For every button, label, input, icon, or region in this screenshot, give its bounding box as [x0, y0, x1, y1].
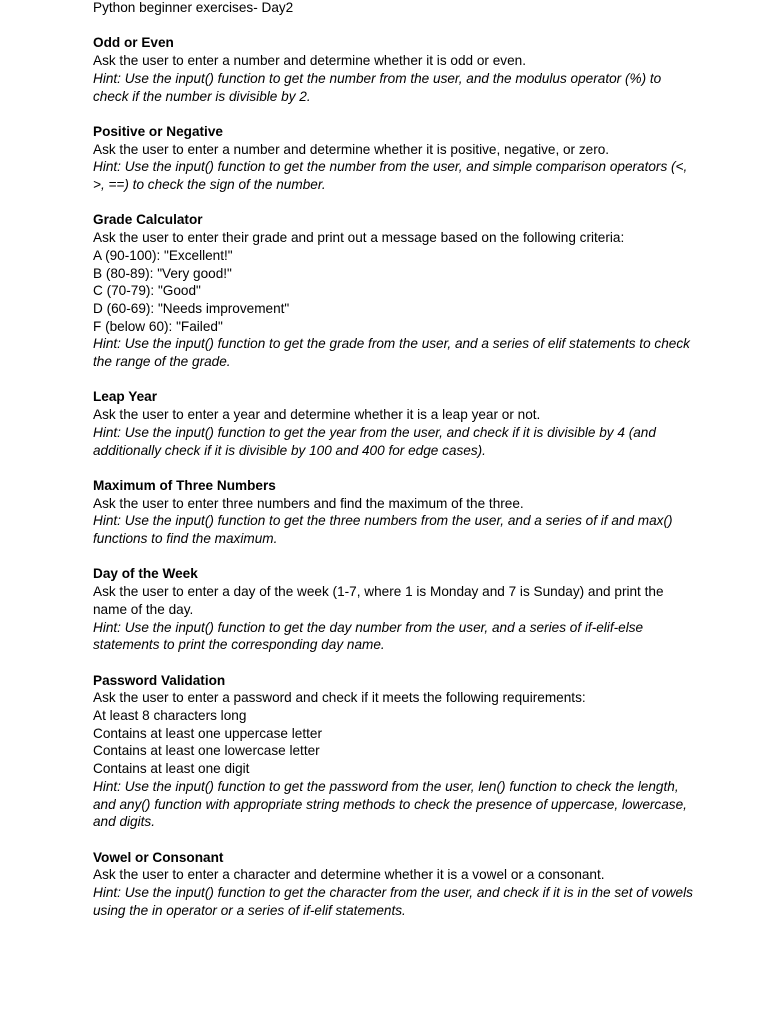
- requirement-line: At least 8 characters long: [93, 708, 247, 724]
- criteria-line: B (80-89): "Very good!": [93, 265, 232, 281]
- exercise-title: Maximum of Three Numbers: [93, 477, 276, 493]
- exercise-section: [93, 211, 693, 370]
- exercise-section: [93, 123, 693, 194]
- exercise-title: Vowel or Consonant: [93, 849, 224, 865]
- exercise-title: Leap Year: [93, 389, 157, 405]
- exercise-hint: Hint: Use the input() function to get the grade from the user, and a series of elif statements to check the range of the grade.: [93, 336, 690, 370]
- requirement-line: Contains at least one uppercase letter: [93, 725, 322, 741]
- exercise-text-line: Ask the user to enter a number and determine whether it is odd or even.: [93, 53, 526, 69]
- exercise-title: Odd or Even: [93, 35, 174, 51]
- requirement-line: Contains at least one digit: [93, 761, 250, 777]
- exercise-section: [93, 672, 693, 831]
- exercise-text-line: Ask the user to enter three numbers and find the maximum of the three.: [93, 495, 524, 511]
- exercise-section: [93, 388, 693, 459]
- exercise-title: Day of the Week: [93, 566, 198, 582]
- exercise-hint: Hint: Use the input() function to get the year from the user, and check if it is divisible by 4 (and additionally check if it is divisible by 100 and 400 for edge cases).: [93, 424, 656, 458]
- exercise-title: Password Validation: [93, 672, 226, 688]
- exercise-hint: Hint: Use the input() function to get the password from the user, len() function to check the length, and any() function with appropriate string methods to check the presence of uppercase, lowercase, and digits.: [93, 778, 687, 830]
- exercise-section: [93, 565, 693, 654]
- exercise-text-line: Ask the user to enter a password and check if it meets the following requirements:: [93, 690, 586, 706]
- criteria-line: C (70-79): "Good": [93, 283, 201, 299]
- exercise-text-line: Ask the user to enter a day of the week (1-7, where 1 is Monday and 7 is Sunday) and print the name of the day.: [93, 584, 664, 617]
- criteria-line: A (90-100): "Excellent!": [93, 247, 233, 263]
- requirement-line: Contains at least one lowercase letter: [93, 743, 320, 759]
- exercise-title: Positive or Negative: [93, 123, 223, 139]
- exercise-text-line: Ask the user to enter a character and determine whether it is a vowel or a consonant.: [93, 867, 605, 883]
- exercise-hint: Hint: Use the input() function to get the day number from the user, and a series of if-elif-else statements to print the corresponding day name.: [93, 619, 644, 653]
- exercise-text-line: Ask the user to enter their grade and print out a message based on the following criteria:: [93, 230, 625, 246]
- criteria-line: D (60-69): "Needs improvement": [93, 300, 290, 316]
- exercise-hint: Hint: Use the input() function to get the character from the user, and check if it is in the set of vowels using the in operator or a series of if-elif statements.: [93, 885, 693, 918]
- exercise-text-line: Ask the user to enter a year and determine whether it is a leap year or not.: [93, 407, 541, 423]
- exercise-title: Grade Calculator: [93, 212, 203, 228]
- criteria-line: F (below 60): "Failed": [93, 318, 223, 334]
- exercise-text-line: Ask the user to enter a number and determine whether it is positive, negative, or zero.: [93, 141, 610, 157]
- exercise-hint: Hint: Use the input() function to get the number from the user, and simple comparison operators (<, >, ==) to check the sign of the number.: [93, 159, 688, 192]
- exercise-hint: Hint: Use the input() function to get the three numbers from the user, and a series of if and max() functions to find the maximum.: [93, 513, 673, 547]
- exercise-section: [93, 849, 693, 920]
- exercise-hint: Hint: Use the input() function to get the number from the user, and the modulus operator (%) to check if the number is divisible by 2.: [93, 70, 662, 104]
- exercise-section: [93, 34, 693, 105]
- document-body: [93, 0, 693, 919]
- document-title: Python beginner exercises- Day2: [93, 0, 294, 15]
- exercise-section: [93, 477, 693, 548]
